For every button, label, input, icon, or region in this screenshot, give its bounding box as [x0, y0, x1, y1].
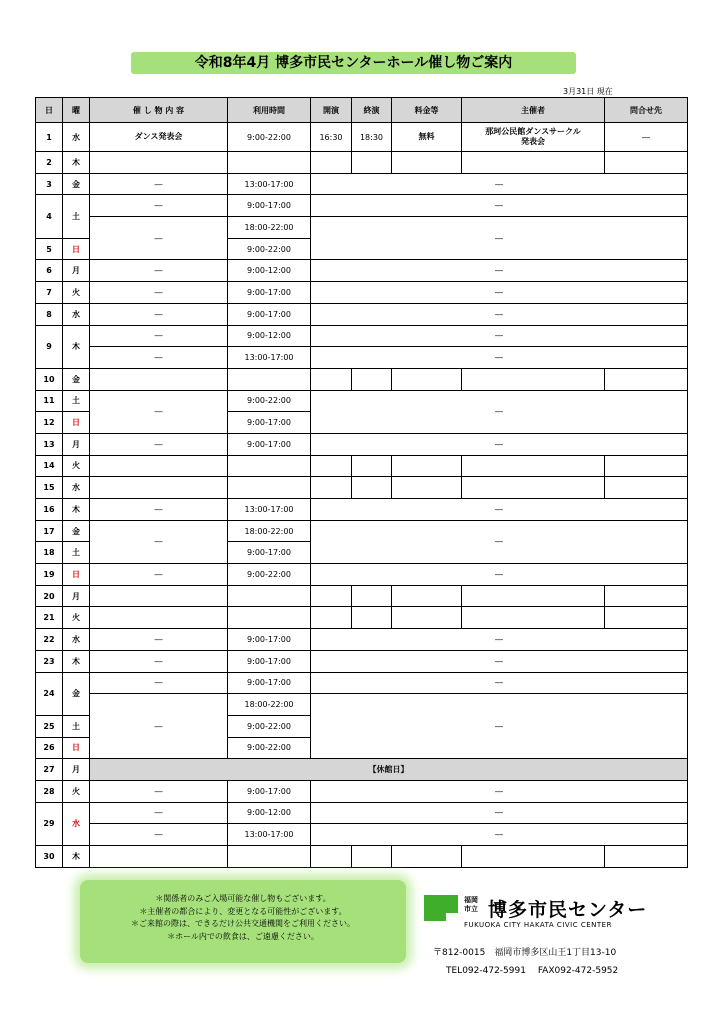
day-cell: 2 [36, 152, 63, 174]
tel-fax: TEL092-472-5991 FAX092-472-5952 [446, 966, 619, 976]
header-organizer: 主催者 [462, 98, 605, 123]
day-cell: 14 [36, 455, 63, 477]
day-cell: 8 [36, 303, 63, 325]
table-row [36, 694, 688, 716]
time-cell: 18:00-22:00 [228, 520, 311, 542]
weekday-cell: 火 [63, 780, 90, 802]
details-cell: ― [311, 629, 688, 651]
table-row [36, 217, 688, 239]
contact-cell: ― [605, 123, 688, 152]
event-cell: ― [90, 217, 228, 260]
day-cell: 27 [36, 759, 63, 781]
table-row [36, 607, 688, 629]
weekday-cell: 土 [63, 195, 90, 238]
table-row [36, 368, 688, 390]
time-cell: 13:00-17:00 [228, 824, 311, 846]
day-cell: 17 [36, 520, 63, 542]
weekday-cell: 木 [63, 152, 90, 174]
table-row [36, 390, 688, 412]
weekday-cell: 月 [63, 759, 90, 781]
close-cell: 18:30 [352, 123, 392, 152]
event-cell: ― [90, 195, 228, 217]
weekday-cell: 日 [63, 737, 90, 759]
table-row [36, 477, 688, 499]
time-cell: 13:00-17:00 [228, 499, 311, 521]
details-cell: ― [311, 564, 688, 586]
event-cell: ― [90, 325, 228, 347]
open-cell: 16:30 [311, 123, 352, 152]
event-cell: ― [90, 282, 228, 304]
weekday-cell: 土 [63, 715, 90, 737]
weekday-cell: 火 [63, 282, 90, 304]
table-row [36, 152, 688, 174]
table-row [36, 455, 688, 477]
time-cell: 9:00-17:00 [228, 629, 311, 651]
day-cell: 11 [36, 390, 63, 412]
weekday-cell: 日 [63, 564, 90, 586]
day-cell: 7 [36, 282, 63, 304]
day-cell: 4 [36, 195, 63, 238]
weekday-cell: 水 [63, 477, 90, 499]
note-line: ＊主催者の都合により、変更となる可能性がございます。 [139, 906, 347, 916]
time-cell: 18:00-22:00 [228, 694, 311, 716]
weekday-cell: 日 [63, 412, 90, 434]
header-weekday: 曜 [63, 98, 90, 123]
weekday-cell: 水 [63, 303, 90, 325]
table-row [36, 195, 688, 217]
table-row [36, 672, 688, 694]
time-cell: 9:00-22:00 [228, 390, 311, 412]
logo-name: 博多市民センター [488, 899, 648, 921]
time-cell: 9:00-17:00 [228, 780, 311, 802]
day-cell: 13 [36, 433, 63, 455]
table-row [36, 780, 688, 802]
event-cell: ― [90, 173, 228, 195]
event-cell: ― [90, 390, 228, 433]
event-cell: ― [90, 694, 228, 759]
day-cell: 28 [36, 780, 63, 802]
day-cell: 15 [36, 477, 63, 499]
logo-flag-icon [424, 895, 458, 921]
weekday-cell: 木 [63, 650, 90, 672]
day-cell: 24 [36, 672, 63, 715]
time-cell: 13:00-17:00 [228, 347, 311, 369]
header-day: 日 [36, 98, 63, 123]
header-open: 開演 [311, 98, 352, 123]
logo-english-name: FUKUOKA CITY HAKATA CIVIC CENTER [464, 921, 612, 929]
day-cell: 3 [36, 173, 63, 195]
weekday-cell: 水 [63, 123, 90, 152]
weekday-cell: 木 [63, 325, 90, 368]
time-cell: 9:00-17:00 [228, 412, 311, 434]
details-cell: ― [311, 650, 688, 672]
time-cell: 9:00-17:00 [228, 303, 311, 325]
weekday-cell: 日 [63, 238, 90, 260]
event-cell: ― [90, 672, 228, 694]
details-cell: ― [311, 520, 688, 563]
weekday-cell: 木 [63, 846, 90, 868]
weekday-cell: 水 [63, 629, 90, 651]
event-cell: ― [90, 629, 228, 651]
weekday-cell: 金 [63, 368, 90, 390]
time-cell: 9:00-22:00 [228, 564, 311, 586]
weekday-cell: 金 [63, 672, 90, 715]
time-cell: 13:00-17:00 [228, 173, 311, 195]
time-cell: 9:00-22:00 [228, 238, 311, 260]
as-of-date: 3月31日 現在 [563, 87, 613, 96]
header-event: 催 し 物 内 容 [90, 98, 228, 123]
details-cell: ― [311, 672, 688, 694]
time-cell: 9:00-17:00 [228, 433, 311, 455]
weekday-cell: 月 [63, 260, 90, 282]
event-cell: ダンス発表会 [90, 123, 228, 152]
details-cell: ― [311, 780, 688, 802]
time-cell: 9:00-12:00 [228, 260, 311, 282]
page-title: 令和8年4月 博多市民センターホール催し物ご案内 [131, 52, 576, 74]
time-cell: 9:00-17:00 [228, 195, 311, 217]
weekday-cell: 木 [63, 499, 90, 521]
weekday-cell: 金 [63, 173, 90, 195]
details-cell: ― [311, 347, 688, 369]
event-cell: ― [90, 499, 228, 521]
time-cell: 18:00-22:00 [228, 217, 311, 239]
details-cell: ― [311, 499, 688, 521]
details-cell: ― [311, 173, 688, 195]
time-cell: 9:00-22:00 [228, 123, 311, 152]
fee-cell: 無料 [392, 123, 462, 152]
logo-city-label: 福岡 市立 [464, 896, 478, 913]
table-row [36, 499, 688, 521]
table-row [36, 824, 688, 846]
event-cell: ― [90, 347, 228, 369]
day-cell: 30 [36, 846, 63, 868]
time-cell: 9:00-17:00 [228, 672, 311, 694]
day-cell: 10 [36, 368, 63, 390]
details-cell: ― [311, 303, 688, 325]
table-row [36, 759, 688, 781]
weekday-cell: 土 [63, 542, 90, 564]
day-cell: 29 [36, 802, 63, 845]
note-line: ＊ご来館の際は、できるだけ公共交通機関をご利用ください。 [131, 919, 355, 928]
weekday-cell: 金 [63, 520, 90, 542]
table-row [36, 650, 688, 672]
event-cell: ― [90, 260, 228, 282]
center-logo [424, 893, 664, 931]
day-cell: 1 [36, 123, 63, 152]
header-fee: 料金等 [392, 98, 462, 123]
weekday-cell: 水 [63, 802, 90, 845]
address: 〒812-0015 福岡市博多区山王1丁目13-10 [433, 948, 617, 958]
day-cell: 25 [36, 715, 63, 737]
weekday-cell: 火 [63, 607, 90, 629]
details-cell: ― [311, 824, 688, 846]
note-line: ＊関係者のみご入場可能な催し物もございます。 [155, 894, 331, 903]
day-cell: 23 [36, 650, 63, 672]
time-cell: 9:00-17:00 [228, 650, 311, 672]
event-cell: ― [90, 520, 228, 563]
header-close: 終演 [352, 98, 392, 123]
day-cell: 22 [36, 629, 63, 651]
time-cell: 9:00-22:00 [228, 737, 311, 759]
event-cell: ― [90, 303, 228, 325]
notes-box [80, 880, 406, 963]
time-cell: 9:00-22:00 [228, 715, 311, 737]
day-cell: 9 [36, 325, 63, 368]
day-cell: 5 [36, 238, 63, 260]
day-cell: 26 [36, 737, 63, 759]
table-row [36, 629, 688, 651]
details-cell: ― [311, 433, 688, 455]
schedule-table [35, 97, 688, 868]
weekday-cell: 土 [63, 390, 90, 412]
event-cell: ― [90, 780, 228, 802]
weekday-cell: 月 [63, 433, 90, 455]
table-row [36, 846, 688, 868]
table-row [36, 303, 688, 325]
day-cell: 18 [36, 542, 63, 564]
day-cell: 6 [36, 260, 63, 282]
event-cell: ― [90, 802, 228, 824]
header-row [36, 98, 688, 123]
details-cell: ― [311, 195, 688, 217]
details-cell: ― [311, 802, 688, 824]
details-cell: ― [311, 217, 688, 260]
table-row [36, 325, 688, 347]
closed-day-cell: 【休館日】 [90, 759, 688, 781]
table-row [36, 173, 688, 195]
time-cell: 9:00-12:00 [228, 325, 311, 347]
header-contact: 問合せ先 [605, 98, 688, 123]
table-row [36, 347, 688, 369]
table-row [36, 123, 688, 152]
day-cell: 12 [36, 412, 63, 434]
table-row [36, 282, 688, 304]
details-cell: ― [311, 282, 688, 304]
time-cell: 9:00-17:00 [228, 542, 311, 564]
table-row [36, 433, 688, 455]
details-cell: ― [311, 694, 688, 759]
details-cell: ― [311, 390, 688, 433]
event-cell: ― [90, 433, 228, 455]
table-row [36, 260, 688, 282]
time-cell: 9:00-12:00 [228, 802, 311, 824]
table-row [36, 585, 688, 607]
weekday-cell: 月 [63, 585, 90, 607]
header-time: 利用時間 [228, 98, 311, 123]
weekday-cell: 火 [63, 455, 90, 477]
table-row [36, 564, 688, 586]
day-cell: 21 [36, 607, 63, 629]
time-cell: 9:00-17:00 [228, 282, 311, 304]
table-row [36, 802, 688, 824]
event-cell: ― [90, 650, 228, 672]
note-line: ＊ホール内での飲食は、ご遠慮ください。 [167, 931, 319, 941]
event-cell: ― [90, 564, 228, 586]
day-cell: 16 [36, 499, 63, 521]
details-cell: ― [311, 260, 688, 282]
event-cell: ― [90, 824, 228, 846]
details-cell: ― [311, 325, 688, 347]
organizer-cell: 那珂公民館ダンスサークル 発表会 [462, 123, 605, 152]
table-row [36, 520, 688, 542]
day-cell: 20 [36, 585, 63, 607]
day-cell: 19 [36, 564, 63, 586]
